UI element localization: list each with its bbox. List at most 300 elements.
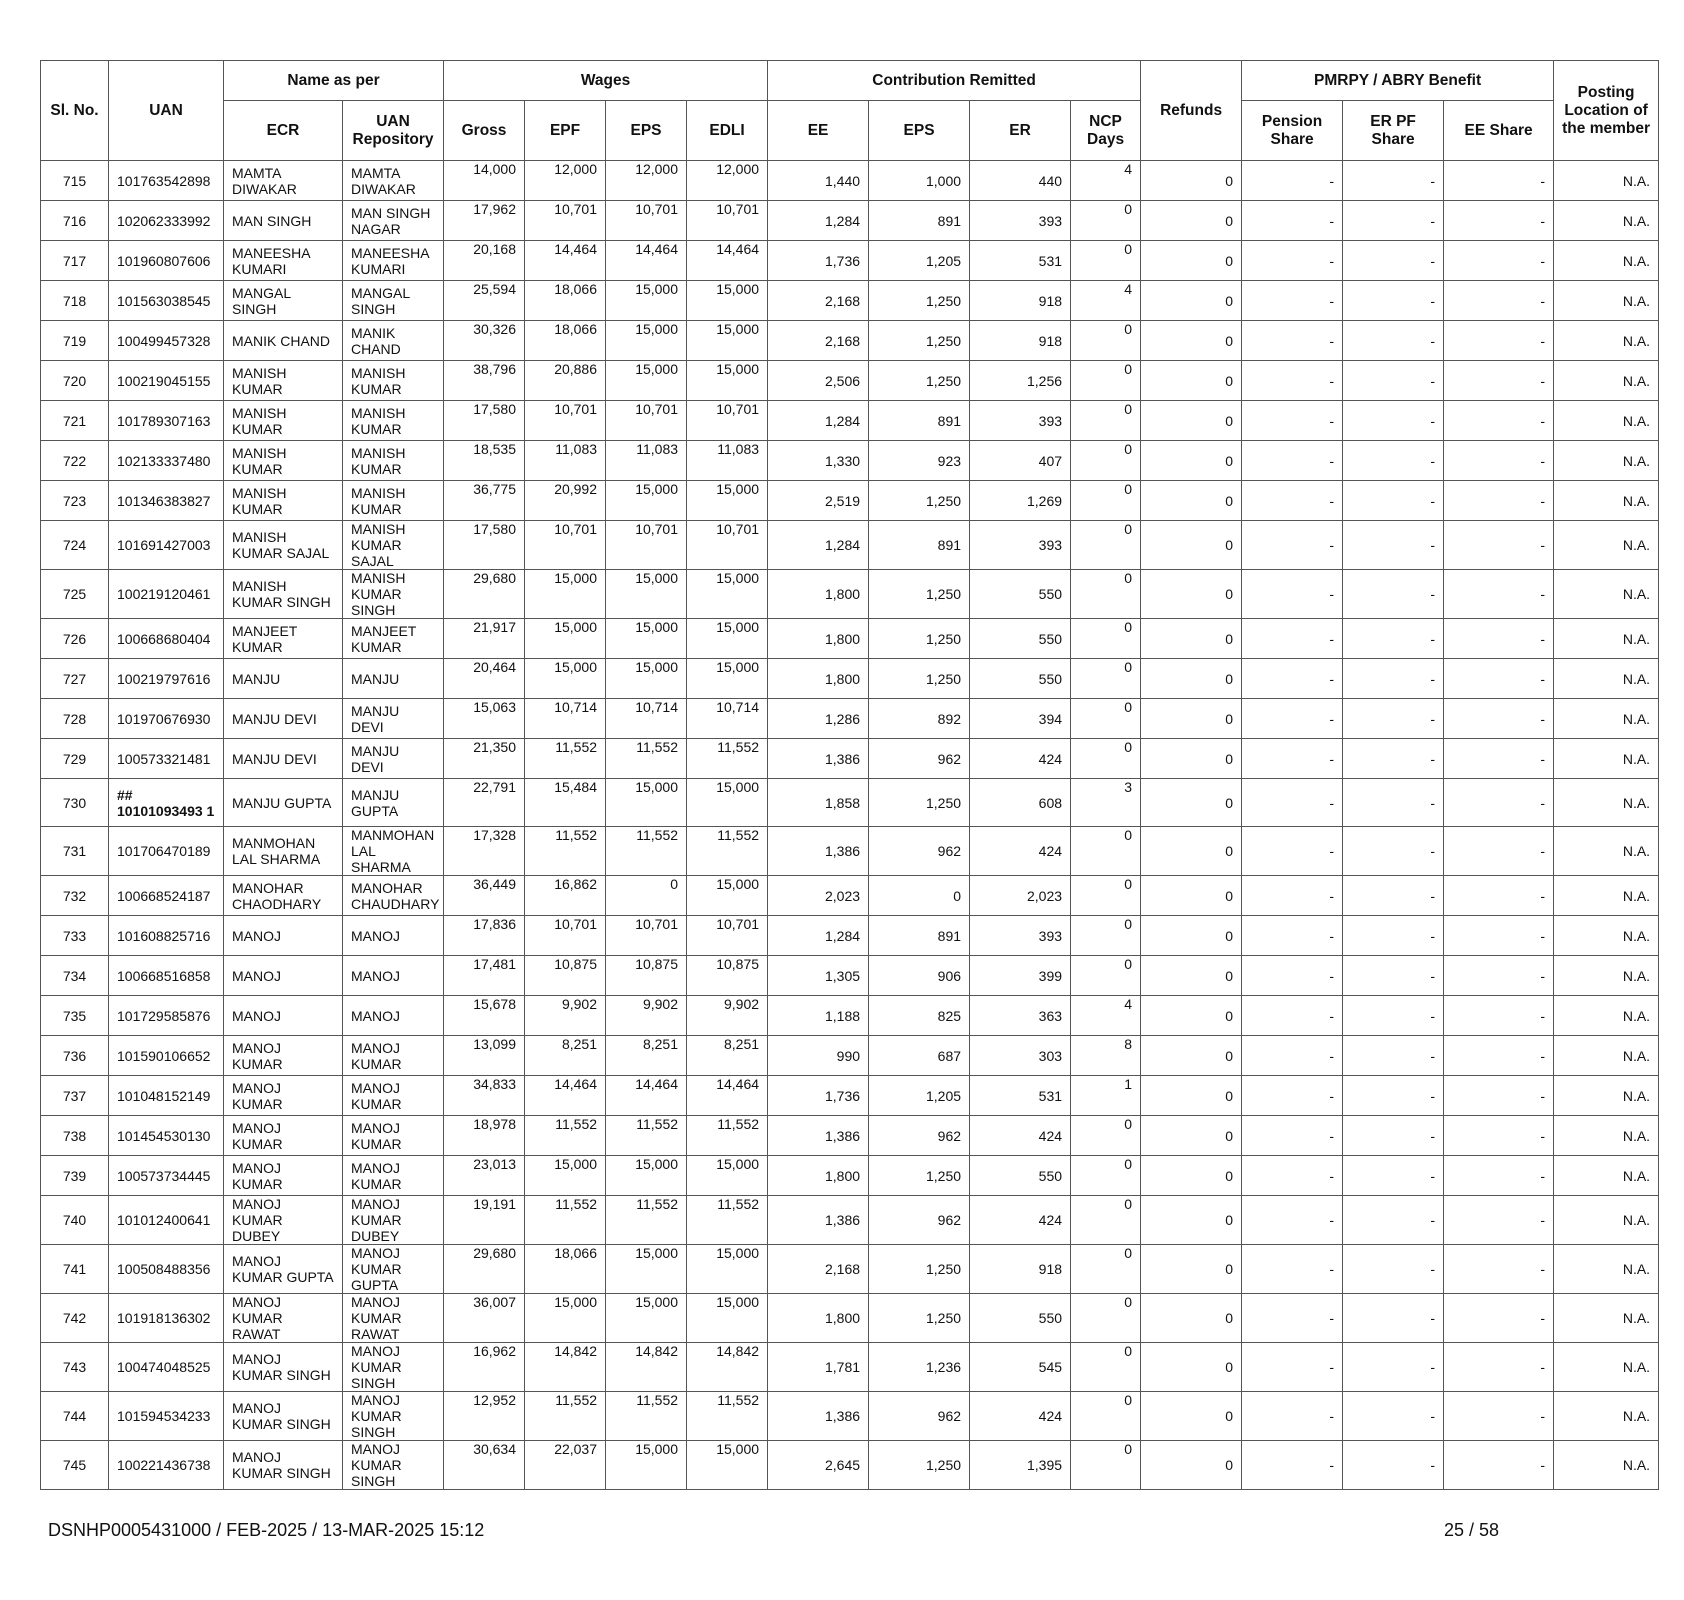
cell-ncp-days: 0 [1071, 739, 1141, 779]
cell-contribution-eps: 1,250 [869, 779, 970, 827]
cell-uan: 101960807606 [109, 241, 224, 281]
cell-posting-location: N.A. [1554, 827, 1659, 876]
cell-eps: 15,000 [606, 361, 687, 401]
cell-name-ecr: MANOJ [224, 916, 343, 956]
cell-pension-share: - [1242, 481, 1343, 521]
header-name-as-per: Name as per [224, 61, 444, 101]
cell-ncp-days: 0 [1071, 570, 1141, 619]
cell-sl-no: 719 [41, 321, 109, 361]
cell-epf: 16,862 [525, 876, 606, 916]
cell-name-ecr: MANOJ [224, 956, 343, 996]
cell-name-ecr: MANJU [224, 659, 343, 699]
cell-er: 424 [970, 1392, 1071, 1441]
table-row [41, 876, 1659, 916]
cell-epf: 11,552 [525, 827, 606, 876]
header-refunds: Refunds [1141, 61, 1242, 161]
cell-ee-share: - [1444, 619, 1554, 659]
cell-ee: 1,386 [768, 827, 869, 876]
cell-gross: 21,917 [444, 619, 525, 659]
cell-posting-location: N.A. [1554, 201, 1659, 241]
cell-refunds: 0 [1141, 1036, 1242, 1076]
cell-posting-location: N.A. [1554, 1392, 1659, 1441]
cell-posting-location: N.A. [1554, 1245, 1659, 1294]
cell-sl-no: 726 [41, 619, 109, 659]
table-row [41, 1036, 1659, 1076]
cell-uan: 101048152149 [109, 1076, 224, 1116]
cell-ee: 2,023 [768, 876, 869, 916]
cell-name-ecr: MANISH KUMAR SAJAL [224, 521, 343, 570]
cell-gross: 22,791 [444, 779, 525, 827]
cell-refunds: 0 [1141, 1245, 1242, 1294]
cell-name-uan-repository: MANISH KUMAR SINGH [343, 570, 444, 619]
cell-name-uan-repository: MANEESHA KUMARI [343, 241, 444, 281]
cell-name-ecr: MANJU DEVI [224, 739, 343, 779]
cell-ncp-days: 0 [1071, 361, 1141, 401]
cell-uan: 100668680404 [109, 619, 224, 659]
cell-posting-location: N.A. [1554, 699, 1659, 739]
cell-ee-share: - [1444, 1116, 1554, 1156]
cell-uan: 101789307163 [109, 401, 224, 441]
header-contribution-remitted: Contribution Remitted [768, 61, 1141, 101]
cell-pension-share: - [1242, 699, 1343, 739]
cell-ee: 1,386 [768, 1392, 869, 1441]
cell-uan: 100668516858 [109, 956, 224, 996]
cell-refunds: 0 [1141, 1343, 1242, 1392]
cell-sl-no: 743 [41, 1343, 109, 1392]
cell-ee-share: - [1444, 1036, 1554, 1076]
cell-er: 531 [970, 241, 1071, 281]
cell-er-pf-share: - [1343, 570, 1444, 619]
cell-name-ecr: MANOJ KUMAR SINGH [224, 1441, 343, 1490]
cell-name-uan-repository: MANJU [343, 659, 444, 699]
cell-refunds: 0 [1141, 241, 1242, 281]
cell-eps: 11,083 [606, 441, 687, 481]
footer-document-reference: DSNHP0005431000 / FEB-2025 / 13-MAR-2025 15:12 [48, 1520, 485, 1540]
cell-posting-location: N.A. [1554, 161, 1659, 201]
cell-uan: 100474048525 [109, 1343, 224, 1392]
cell-name-uan-repository: MANGAL SINGH [343, 281, 444, 321]
cell-contribution-eps: 1,250 [869, 1294, 970, 1343]
cell-posting-location: N.A. [1554, 1441, 1659, 1490]
cell-contribution-eps: 906 [869, 956, 970, 996]
cell-uan: 101729585876 [109, 996, 224, 1036]
table-body [41, 161, 1659, 1490]
cell-er: 394 [970, 699, 1071, 739]
cell-edli: 15,000 [687, 281, 768, 321]
cell-eps: 15,000 [606, 619, 687, 659]
cell-gross: 13,099 [444, 1036, 525, 1076]
cell-edli: 12,000 [687, 161, 768, 201]
cell-er: 393 [970, 201, 1071, 241]
cell-name-uan-repository: MANOJ [343, 996, 444, 1036]
cell-pension-share: - [1242, 956, 1343, 996]
table-row [41, 1196, 1659, 1245]
cell-pension-share: - [1242, 659, 1343, 699]
cell-er: 393 [970, 401, 1071, 441]
cell-ee: 1,386 [768, 1196, 869, 1245]
cell-contribution-eps: 962 [869, 827, 970, 876]
cell-uan: 101691427003 [109, 521, 224, 570]
cell-contribution-eps: 923 [869, 441, 970, 481]
cell-ee: 990 [768, 1036, 869, 1076]
cell-name-ecr: MANIK CHAND [224, 321, 343, 361]
cell-edli: 11,552 [687, 1392, 768, 1441]
cell-refunds: 0 [1141, 1392, 1242, 1441]
cell-ee-share: - [1444, 916, 1554, 956]
cell-eps: 11,552 [606, 739, 687, 779]
cell-ee-share: - [1444, 161, 1554, 201]
cell-sl-no: 733 [41, 916, 109, 956]
cell-refunds: 0 [1141, 827, 1242, 876]
cell-epf: 14,464 [525, 1076, 606, 1116]
cell-eps: 11,552 [606, 1392, 687, 1441]
cell-contribution-eps: 1,250 [869, 281, 970, 321]
cell-epf: 11,552 [525, 739, 606, 779]
cell-contribution-eps: 1,250 [869, 1441, 970, 1490]
cell-er-pf-share: - [1343, 1294, 1444, 1343]
header-ecr: ECR [224, 101, 343, 161]
header-edli: EDLI [687, 101, 768, 161]
cell-uan: 101012400641 [109, 1196, 224, 1245]
cell-edli: 15,000 [687, 619, 768, 659]
cell-ee-share: - [1444, 281, 1554, 321]
cell-er-pf-share: - [1343, 401, 1444, 441]
cell-er-pf-share: - [1343, 779, 1444, 827]
cell-name-uan-repository: MANOJ KUMAR [343, 1116, 444, 1156]
cell-edli: 15,000 [687, 1294, 768, 1343]
cell-epf: 8,251 [525, 1036, 606, 1076]
cell-eps: 9,902 [606, 996, 687, 1036]
cell-name-ecr: MANJEET KUMAR [224, 619, 343, 659]
cell-ncp-days: 0 [1071, 241, 1141, 281]
cell-posting-location: N.A. [1554, 1156, 1659, 1196]
cell-ee-share: - [1444, 1196, 1554, 1245]
cell-gross: 36,007 [444, 1294, 525, 1343]
cell-sl-no: 732 [41, 876, 109, 916]
cell-sl-no: 718 [41, 281, 109, 321]
cell-ee-share: - [1444, 876, 1554, 916]
cell-ee: 1,188 [768, 996, 869, 1036]
header-ee-share: EE Share [1444, 101, 1554, 161]
cell-epf: 10,714 [525, 699, 606, 739]
cell-er-pf-share: - [1343, 876, 1444, 916]
cell-ncp-days: 1 [1071, 1076, 1141, 1116]
cell-sl-no: 744 [41, 1392, 109, 1441]
cell-ncp-days: 0 [1071, 481, 1141, 521]
cell-ncp-days: 0 [1071, 659, 1141, 699]
cell-er: 399 [970, 956, 1071, 996]
cell-er-pf-share: - [1343, 441, 1444, 481]
cell-posting-location: N.A. [1554, 1076, 1659, 1116]
cell-epf: 22,037 [525, 1441, 606, 1490]
cell-pension-share: - [1242, 201, 1343, 241]
cell-eps: 10,701 [606, 201, 687, 241]
cell-gross: 17,328 [444, 827, 525, 876]
cell-epf: 15,000 [525, 659, 606, 699]
cell-eps: 10,875 [606, 956, 687, 996]
cell-er-pf-share: - [1343, 1343, 1444, 1392]
cell-gross: 18,978 [444, 1116, 525, 1156]
cell-gross: 25,594 [444, 281, 525, 321]
cell-name-ecr: MANOJ KUMAR SINGH [224, 1392, 343, 1441]
table-row [41, 1294, 1659, 1343]
cell-eps: 14,842 [606, 1343, 687, 1392]
cell-ee-share: - [1444, 1441, 1554, 1490]
cell-ncp-days: 4 [1071, 281, 1141, 321]
cell-sl-no: 738 [41, 1116, 109, 1156]
cell-ncp-days: 0 [1071, 956, 1141, 996]
cell-ee: 2,168 [768, 1245, 869, 1294]
cell-gross: 38,796 [444, 361, 525, 401]
cell-ee-share: - [1444, 1156, 1554, 1196]
cell-eps: 10,701 [606, 521, 687, 570]
table-row [41, 1343, 1659, 1392]
cell-eps: 15,000 [606, 321, 687, 361]
cell-uan: ## 10101093493 1 [109, 779, 224, 827]
cell-posting-location: N.A. [1554, 1294, 1659, 1343]
cell-er: 918 [970, 321, 1071, 361]
cell-name-uan-repository: MANOJ KUMAR [343, 1076, 444, 1116]
cell-name-uan-repository: MANISH KUMAR SAJAL [343, 521, 444, 570]
table-row [41, 996, 1659, 1036]
cell-name-uan-repository: MANOJ [343, 956, 444, 996]
cell-gross: 34,833 [444, 1076, 525, 1116]
cell-name-ecr: MANOJ KUMAR RAWAT [224, 1294, 343, 1343]
cell-uan: 101346383827 [109, 481, 224, 521]
cell-gross: 20,464 [444, 659, 525, 699]
cell-uan: 100219120461 [109, 570, 224, 619]
cell-ncp-days: 0 [1071, 1392, 1141, 1441]
cell-name-ecr: MANISH KUMAR [224, 441, 343, 481]
cell-refunds: 0 [1141, 1441, 1242, 1490]
cell-epf: 10,701 [525, 916, 606, 956]
cell-refunds: 0 [1141, 570, 1242, 619]
cell-er-pf-share: - [1343, 1076, 1444, 1116]
cell-ee-share: - [1444, 956, 1554, 996]
cell-er-pf-share: - [1343, 1156, 1444, 1196]
cell-sl-no: 722 [41, 441, 109, 481]
cell-name-uan-repository: MANMOHAN LAL SHARMA [343, 827, 444, 876]
cell-edli: 11,083 [687, 441, 768, 481]
cell-name-ecr: MANOJ KUMAR [224, 1036, 343, 1076]
cell-er-pf-share: - [1343, 281, 1444, 321]
cell-name-uan-repository: MAMTA DIWAKAR [343, 161, 444, 201]
cell-gross: 20,168 [444, 241, 525, 281]
cell-er: 424 [970, 827, 1071, 876]
cell-ee: 1,800 [768, 1156, 869, 1196]
cell-edli: 14,464 [687, 241, 768, 281]
cell-name-uan-repository: MANISH KUMAR [343, 481, 444, 521]
table-row [41, 1076, 1659, 1116]
cell-ee: 1,800 [768, 659, 869, 699]
cell-eps: 11,552 [606, 1196, 687, 1245]
table-row [41, 916, 1659, 956]
cell-sl-no: 717 [41, 241, 109, 281]
cell-er-pf-share: - [1343, 1116, 1444, 1156]
cell-posting-location: N.A. [1554, 619, 1659, 659]
cell-ee-share: - [1444, 699, 1554, 739]
cell-posting-location: N.A. [1554, 996, 1659, 1036]
cell-gross: 15,063 [444, 699, 525, 739]
cell-name-ecr: MANOJ KUMAR [224, 1116, 343, 1156]
cell-er-pf-share: - [1343, 321, 1444, 361]
cell-posting-location: N.A. [1554, 441, 1659, 481]
cell-edli: 10,701 [687, 401, 768, 441]
cell-uan: 101590106652 [109, 1036, 224, 1076]
cell-uan: 101763542898 [109, 161, 224, 201]
cell-name-uan-repository: MANOJ KUMAR [343, 1156, 444, 1196]
cell-sl-no: 725 [41, 570, 109, 619]
cell-contribution-eps: 1,250 [869, 659, 970, 699]
cell-ncp-days: 0 [1071, 1116, 1141, 1156]
cell-er-pf-share: - [1343, 521, 1444, 570]
cell-eps: 10,714 [606, 699, 687, 739]
cell-edli: 10,701 [687, 521, 768, 570]
cell-er-pf-share: - [1343, 241, 1444, 281]
cell-er: 363 [970, 996, 1071, 1036]
footer-page-number: 25 / 58 [1444, 1520, 1500, 1540]
cell-pension-share: - [1242, 1196, 1343, 1245]
cell-gross: 29,680 [444, 570, 525, 619]
cell-ee: 1,284 [768, 401, 869, 441]
cell-pension-share: - [1242, 521, 1343, 570]
cell-eps: 11,552 [606, 1116, 687, 1156]
cell-sl-no: 720 [41, 361, 109, 401]
cell-uan: 102062333992 [109, 201, 224, 241]
cell-ee-share: - [1444, 739, 1554, 779]
header-eps: EPS [606, 101, 687, 161]
cell-name-ecr: MANOJ KUMAR [224, 1156, 343, 1196]
cell-uan: 101970676930 [109, 699, 224, 739]
cell-ncp-days: 0 [1071, 699, 1141, 739]
cell-ee-share: - [1444, 521, 1554, 570]
cell-posting-location: N.A. [1554, 1116, 1659, 1156]
cell-edli: 8,251 [687, 1036, 768, 1076]
cell-uan: 100508488356 [109, 1245, 224, 1294]
cell-ee: 1,800 [768, 619, 869, 659]
cell-er-pf-share: - [1343, 699, 1444, 739]
cell-gross: 17,481 [444, 956, 525, 996]
cell-ee-share: - [1444, 779, 1554, 827]
cell-edli: 15,000 [687, 876, 768, 916]
header-ee: EE [768, 101, 869, 161]
cell-epf: 14,842 [525, 1343, 606, 1392]
cell-uan: 100499457328 [109, 321, 224, 361]
cell-ee-share: - [1444, 1076, 1554, 1116]
cell-refunds: 0 [1141, 619, 1242, 659]
cell-ncp-days: 0 [1071, 876, 1141, 916]
cell-edli: 15,000 [687, 570, 768, 619]
cell-er: 393 [970, 521, 1071, 570]
cell-ncp-days: 0 [1071, 441, 1141, 481]
cell-gross: 17,580 [444, 401, 525, 441]
cell-er: 1,269 [970, 481, 1071, 521]
cell-eps: 15,000 [606, 659, 687, 699]
cell-er-pf-share: - [1343, 1441, 1444, 1490]
table-row [41, 521, 1659, 570]
cell-edli: 15,000 [687, 1441, 768, 1490]
cell-uan: 100221436738 [109, 1441, 224, 1490]
cell-er-pf-share: - [1343, 996, 1444, 1036]
cell-sl-no: 735 [41, 996, 109, 1036]
cell-refunds: 0 [1141, 161, 1242, 201]
cell-name-uan-repository: MANJU DEVI [343, 739, 444, 779]
table-row [41, 1245, 1659, 1294]
cell-ee: 1,440 [768, 161, 869, 201]
cell-uan: 100219797616 [109, 659, 224, 699]
cell-ee-share: - [1444, 570, 1554, 619]
table-row [41, 201, 1659, 241]
cell-epf: 11,552 [525, 1392, 606, 1441]
cell-ncp-days: 0 [1071, 521, 1141, 570]
cell-epf: 14,464 [525, 241, 606, 281]
cell-edli: 11,552 [687, 1116, 768, 1156]
cell-edli: 15,000 [687, 481, 768, 521]
cell-eps: 11,552 [606, 827, 687, 876]
cell-eps: 15,000 [606, 1156, 687, 1196]
table-row [41, 1392, 1659, 1441]
cell-pension-share: - [1242, 1294, 1343, 1343]
table-row [41, 481, 1659, 521]
cell-epf: 18,066 [525, 1245, 606, 1294]
cell-edli: 10,714 [687, 699, 768, 739]
cell-posting-location: N.A. [1554, 779, 1659, 827]
cell-refunds: 0 [1141, 659, 1242, 699]
cell-refunds: 0 [1141, 201, 1242, 241]
cell-er-pf-share: - [1343, 827, 1444, 876]
cell-posting-location: N.A. [1554, 241, 1659, 281]
cell-contribution-eps: 825 [869, 996, 970, 1036]
cell-ee: 2,645 [768, 1441, 869, 1490]
cell-sl-no: 723 [41, 481, 109, 521]
cell-refunds: 0 [1141, 916, 1242, 956]
cell-epf: 9,902 [525, 996, 606, 1036]
cell-pension-share: - [1242, 619, 1343, 659]
cell-sl-no: 730 [41, 779, 109, 827]
header-posting-location: Posting Location of the member [1554, 61, 1659, 161]
cell-ee: 1,386 [768, 739, 869, 779]
header-contribution-eps: EPS [869, 101, 970, 161]
cell-ee-share: - [1444, 1245, 1554, 1294]
cell-pension-share: - [1242, 1392, 1343, 1441]
table-row [41, 361, 1659, 401]
cell-epf: 12,000 [525, 161, 606, 201]
cell-ncp-days: 4 [1071, 996, 1141, 1036]
cell-er: 550 [970, 619, 1071, 659]
cell-name-uan-repository: MANJEET KUMAR [343, 619, 444, 659]
cell-posting-location: N.A. [1554, 1343, 1659, 1392]
cell-sl-no: 715 [41, 161, 109, 201]
cell-uan: 101706470189 [109, 827, 224, 876]
cell-refunds: 0 [1141, 1196, 1242, 1245]
table-row [41, 1156, 1659, 1196]
cell-refunds: 0 [1141, 361, 1242, 401]
cell-pension-share: - [1242, 161, 1343, 201]
cell-eps: 8,251 [606, 1036, 687, 1076]
cell-gross: 12,952 [444, 1392, 525, 1441]
cell-er: 545 [970, 1343, 1071, 1392]
cell-refunds: 0 [1141, 1156, 1242, 1196]
cell-gross: 17,580 [444, 521, 525, 570]
cell-ncp-days: 0 [1071, 1196, 1141, 1245]
cell-pension-share: - [1242, 570, 1343, 619]
cell-contribution-eps: 1,250 [869, 481, 970, 521]
cell-name-ecr: MANOJ [224, 996, 343, 1036]
cell-uan: 101563038545 [109, 281, 224, 321]
cell-refunds: 0 [1141, 779, 1242, 827]
cell-er-pf-share: - [1343, 659, 1444, 699]
cell-ee: 1,386 [768, 1116, 869, 1156]
